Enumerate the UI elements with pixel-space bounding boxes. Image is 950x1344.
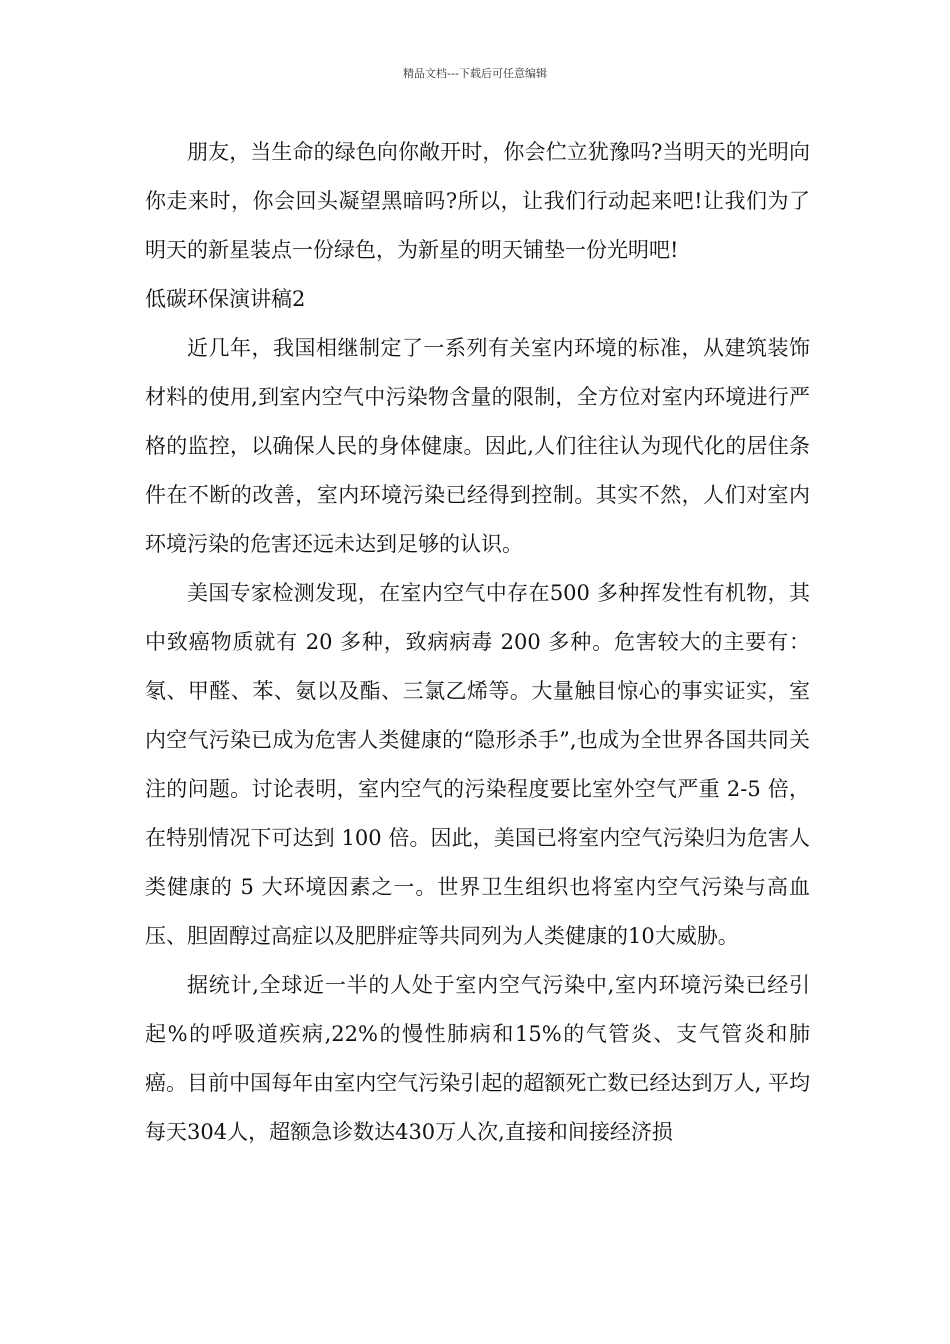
paragraph-closing: 朋友，当生命的绿色向你敞开时，你会伫立犹豫吗?当明天的光明向你走来时，你会回头凝望黑暗吗?所以，让我们行动起来吧!让我们为了明天的新星装点一份绿色，为新星的明天铺垫一份光明吧! (145, 140, 810, 262)
document-body (145, 128, 810, 1157)
paragraph-intro: 近几年，我国相继制定了一系列有关室内环境的标准，从建筑装饰材料的使用,到室内空气中污染物含量的限制，全方位对室内环境进行严格的监控，以确保人民的身体健康。因此,人们往往认为现代化的居住条件在不断的改善，室内环境污染已经得到控制。其实不然，人们对室内环境污染的危害还远未达到足够的认识。 (145, 336, 810, 556)
paragraph-statistics: 据统计,全球近一半的人处于室内空气污染中,室内环境污染已经引起%的呼吸道疾病,22%的慢性肺病和15%的气管炎、支气管炎和肺癌。目前中国每年由室内空气污染引起的超额死亡数已经达到万人, 平均每天304人，超额急诊数达430万人次,直接和间接经济损 (145, 973, 810, 1144)
paragraph-us-research: 美国专家检测发现，在室内空气中存在500 多种挥发性有机物，其中致癌物质就有 20 多种，致病病毒 200 多种。危害较大的主要有：氡、甲醛、苯、氨以及酯、三氯乙烯等。大量触目惊心的事实证实，室内空气污染已成为危害人类健康的“隐形杀手”,也成为全世界各国共同关注的问题。讨论表明，室内空气的污染程度要比室外空气严重 2-5 倍，在特别情况下可达到 100 倍。因此，美国已将室内空气污染归为危害人类健康的 5 大环境因素之一。世界卫生组织也将室内空气污染与高血压、胆固醇过高症以及肥胖症等共同列为人类健康的10大威胁。 (145, 581, 810, 948)
header-note: 精品文档---下载后可任意编辑 (403, 67, 547, 80)
section-heading: 低碳环保演讲稿2 (145, 287, 306, 311)
